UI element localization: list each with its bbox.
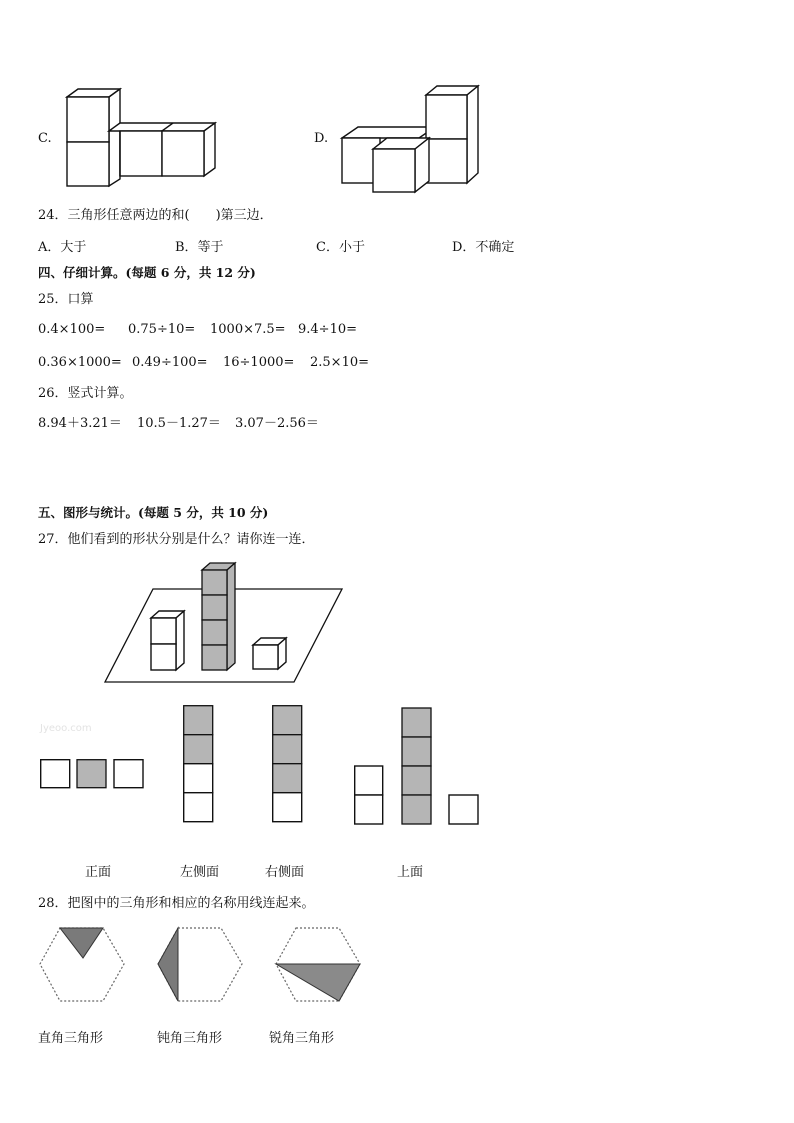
view-label-right[interactable]: 右侧面 xyxy=(265,865,305,880)
q25-item: 9.4÷10= xyxy=(298,322,358,337)
view-label-left[interactable]: 左侧面 xyxy=(180,865,220,880)
view-option-group[interactable] xyxy=(354,706,484,826)
q24-option-a[interactable]: A．大于 xyxy=(38,240,87,255)
cube-figure-d xyxy=(335,80,535,195)
q24-option-b[interactable]: B．等于 xyxy=(175,240,224,255)
q25-item: 0.4×100= xyxy=(38,322,106,337)
option-d-label: D. xyxy=(314,131,329,146)
triangle-label-obtuse[interactable]: 钝角三角形 xyxy=(157,1031,223,1046)
q25-item: 0.36×1000= xyxy=(38,355,122,370)
hexagon-triangle-obtuse[interactable] xyxy=(157,926,247,1004)
view-label-top[interactable]: 上面 xyxy=(397,865,424,880)
triangle-label-right[interactable]: 直角三角形 xyxy=(38,1031,104,1046)
hexagon-triangle-acute[interactable] xyxy=(275,926,365,1004)
section-4-title: 四、仔细计算。(每题 6 分，共 12 分) xyxy=(38,265,256,280)
q25-item: 16÷1000= xyxy=(223,355,295,370)
view-option-column-b[interactable] xyxy=(272,705,304,823)
q24-question: 24．三角形任意两边的和( )第三边． xyxy=(38,208,273,223)
q25-item: 2.5×10= xyxy=(310,355,370,370)
q26-title: 26．竖式计算。 xyxy=(38,386,133,401)
q26-item: 8.94＋3.21＝ xyxy=(38,416,122,431)
cube-scene xyxy=(105,562,365,687)
q25-item: 1000×7.5= xyxy=(210,322,286,337)
hexagon-triangle-right[interactable] xyxy=(39,926,129,1004)
view-label-front[interactable]: 正面 xyxy=(85,865,112,880)
q24-option-c[interactable]: C．小于 xyxy=(316,240,365,255)
view-option-column-a[interactable] xyxy=(183,705,215,823)
q26-item: 3.07－2.56＝ xyxy=(235,416,319,431)
watermark: Jyeoo.com xyxy=(40,723,92,734)
triangle-label-acute[interactable]: 锐角三角形 xyxy=(269,1031,335,1046)
q26-item: 10.5－1.27＝ xyxy=(137,416,221,431)
q25-title: 25．口算 xyxy=(38,292,94,307)
q25-item: 0.75÷10= xyxy=(128,322,196,337)
q28-title: 28．把图中的三角形和相应的名称用线连起来。 xyxy=(38,896,315,911)
cube-figure-c xyxy=(60,85,260,195)
option-c-label: C. xyxy=(38,131,52,146)
q24-option-d[interactable]: D．不确定 xyxy=(452,240,515,255)
q25-item: 0.49÷100= xyxy=(132,355,208,370)
q27-title: 27．他们看到的形状分别是什么？请你连一连． xyxy=(38,532,315,547)
view-option-row[interactable] xyxy=(40,759,150,789)
section-5-title: 五、图形与统计。(每题 5 分，共 10 分) xyxy=(38,505,269,520)
